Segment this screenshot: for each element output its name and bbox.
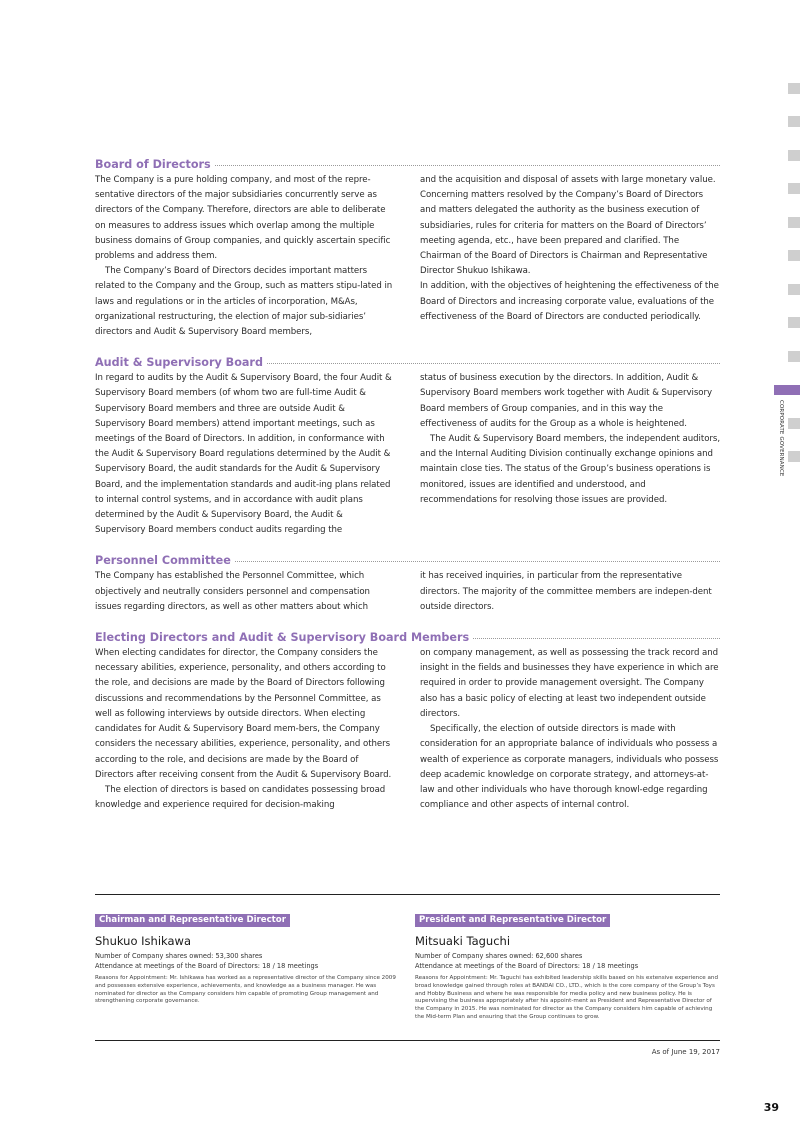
dotted-divider [235,561,720,562]
left-column [95,173,395,340]
director-profiles [95,907,720,1022]
side-tab[interactable] [788,83,800,94]
attendance: Attendance at meetings of the Board of Directors: 18 / 18 meetings [95,961,319,970]
paragraph: When electing candidates for director, the Company considers the necessary abilities, experience, personality, and others according to the role, and decisions are made by the Board of Directors following discussions and recommendations by the Personnel Committee, as well as following interviews by outside directors. When electing candidates for Audit & Supervisory Board mem-bers, the Company considers the necessary abilities, experience, personality, and others according to the role, and decisions are made by the Board of Directors after receiving consent from the Audit & Supervisory Board. [95,648,392,780]
section-board-of-directors [95,156,720,340]
profile-president [415,907,720,1022]
left-column [95,371,395,538]
side-tab[interactable] [788,451,800,462]
as-of-date: As of June 19, 2017 [651,1048,720,1056]
paragraph: and the acquisition and disposal of assets with large monetary value. Concerning matters resolved by the Company’s Board of Directors and matters delegated the authority as the business execution of subsidiaries, rules for criteria for matters on the Board of Directors’ meeting agenda, etc., have been prepared and clarified. The Chairman of the Board of Directors is Chairman and Representative Director Shukuo Ishikawa. [420,175,716,277]
side-tab[interactable] [788,183,800,194]
role-badge: Chairman and Representative Director [95,914,290,927]
left-column [95,569,395,615]
profiles-top-rule [95,894,720,895]
paragraph: The Audit & Supervisory Board members, the independent auditors, and the Internal Auditing Division continually exchange opinions and maintain close ties. The status of the Group’s business operations is monitored, issues are identified and understood, and recommendations for resolving those issues are provided. [420,434,721,505]
right-column [420,646,720,813]
side-tab[interactable] [788,284,800,295]
section-title: Electing Directors and Audit & Supervisory Board Members [95,631,470,645]
side-tab[interactable] [788,351,800,362]
right-column [420,569,720,615]
dotted-divider [473,638,720,639]
side-tab[interactable] [788,116,800,127]
paragraph: Specifically, the election of outside directors is made with consideration for an appropriate balance of individuals who possess a wealth of experience as corporate managers, individuals who possess deep academic knowledge on corporate strategy, and attorneys-at-law and other individuals who have thorough knowl-edge regarding compliance and other aspects of internal control. [420,724,719,811]
paragraph: status of business execution by the directors. In addition, Audit & Supervisory Board members work together with Audit & Supervisory Board members of Group companies, and in this way the effectiveness of audits for the Group as a whole is heightened. [420,373,712,429]
left-column [95,646,395,813]
side-tab[interactable] [788,250,800,261]
profiles-bottom-rule [95,1040,720,1041]
side-tab-active[interactable] [774,385,800,395]
side-tab[interactable] [788,317,800,328]
side-section-label: CORPORATE GOVERNANCE [778,400,784,477]
dotted-divider [267,363,720,364]
main-content [95,156,720,827]
appointment-reasons: Reasons for Appointment: Mr. Taguchi has exhibited leadership skills based on his extensive experience and broad knowledge gained through roles at BANDAI CO., LTD., which is the core company of the Group’s Toys and Hobby Business and where he was responsible for media policy and new business policy. He is supervising the business appropriately after his appoint-ment as President and Representative Director of the Company in 2015. He was nominated for director as the Company considers him capable of achieving the Mid-term Plan and ensuring that the Group continues to grow. [415,975,719,1020]
paragraph: In regard to audits by the Audit & Supervisory Board, the four Audit & Supervisory Board members (of whom two are full-time Audit & Supervisory Board members and three are outside Audit & Supervisory Board members) attend important meetings, such as meetings of the Board of Directors. In addition, in conformance with the Audit & Supervisory Board regulations determined by the Audit & Supervisory Board, the audit standards for the Audit & Supervisory Board, and the implementation standards and audit-ing plans related to internal control systems, and in accordance with audit plans determined by the Audit & Supervisory Board, the Audit & Supervisory Board members conduct audits regarding the [95,373,392,536]
section-title: Board of Directors [95,158,211,171]
director-name: Shukuo Ishikawa [95,934,191,948]
appointment-reasons: Reasons for Appointment: Mr. Ishikawa has worked as a representative director of the Company since 2009 and possesses extensive experience, achievements, and knowledge as a business manager. He was nominated for director as the Company considers him capable of promoting Group management and strengthening corporate governance. [95,975,396,1005]
right-column [420,173,720,340]
section-electing-directors [95,629,720,813]
section-title: Audit & Supervisory Board [95,356,263,370]
page-number: 39 [763,1101,779,1114]
paragraph: The election of directors is based on candidates possessing broad knowledge and experience required for decision-making [95,784,386,811]
shares-owned: Number of Company shares owned: 53,300 shares [95,952,263,960]
shares-owned: Number of Company shares owned: 62,600 shares [415,952,583,960]
role-badge: President and Representative Director [415,914,610,927]
paragraph: on company management, as well as possessing the track record and insight in the fields and businesses they have experience in which are required in order to provide management oversight. The Company also has a basic policy of electing at least two independent outside directors. [420,648,719,719]
right-column [420,371,720,538]
side-tab[interactable] [788,217,800,228]
side-tab[interactable] [788,150,800,161]
paragraph: The Company’s Board of Directors decides important matters related to the Company and the Group, such as matters stipu-lated in laws and regulations or in the articles of incorporation, M&As, organizational restructuring, the election of major sub-sidiaries’ directors and Audit & Supervisory Board members, [95,266,393,338]
paragraph: In addition, with the objectives of heightening the effectiveness of the Board of Directors and increasing corporate value, evaluations of the effectiveness of the Board of Directors are conducted periodically. [420,281,719,322]
paragraph: The Company has established the Personnel Committee, which objectively and neutrally considers personnel and compensation issues regarding directors, as well as other matters about which [95,571,370,612]
profile-chairman [95,907,400,1022]
dotted-divider [215,165,720,166]
paragraph: The Company is a pure holding company, and most of the repre-sentative directors of the major subsidiaries concurrently serve as directors of the Company. Therefore, directors are able to deliberate on measures to address issues which overlap among the multiple business domains of Group companies, and quickly ascertain specific problems and address them. [95,175,391,262]
section-personnel-committee [95,552,720,615]
section-audit-supervisory-board [95,354,720,538]
side-tab[interactable] [788,418,800,429]
director-name: Mitsuaki Taguchi [415,934,511,948]
attendance: Attendance at meetings of the Board of Directors: 18 / 18 meetings [415,961,639,970]
paragraph: it has received inquiries, in particular from the representative directors. The majority of the committee members are indepen-dent outside directors. [420,571,712,612]
section-title: Personnel Committee [95,554,231,568]
